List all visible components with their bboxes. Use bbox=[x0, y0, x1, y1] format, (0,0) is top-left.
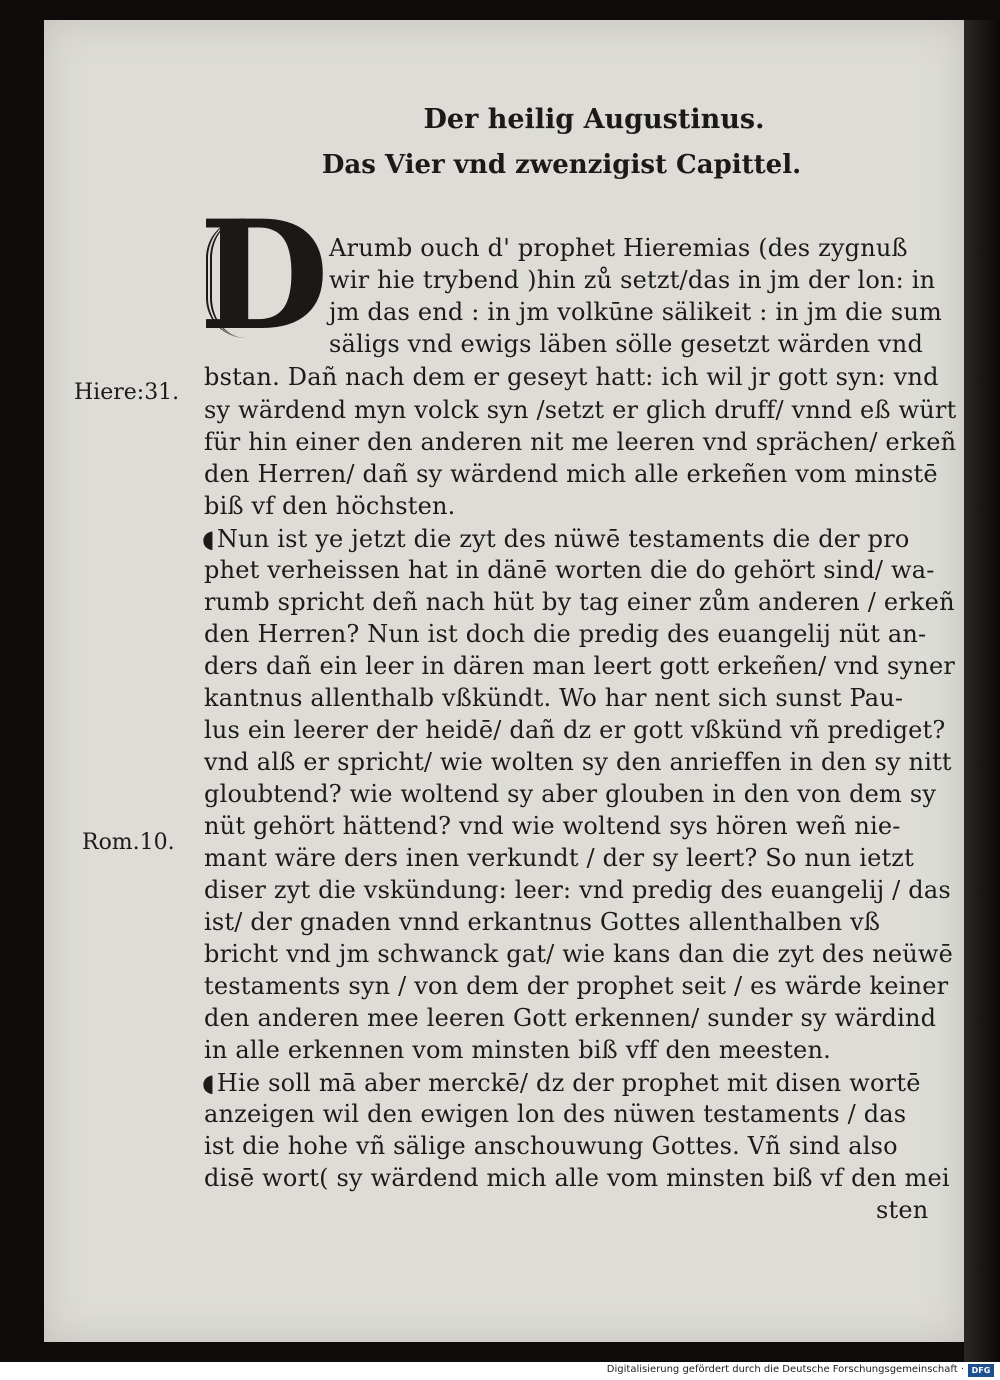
margin-reference: Hiere:31. bbox=[74, 380, 180, 405]
text-line: ist/ der gnaden vnnd erkantnus Gottes allenthalben vß bbox=[204, 908, 881, 936]
drop-cap-initial: D bbox=[199, 188, 330, 364]
text-line: disē wort( sy wärdend mich alle vom minsten biß vf den mei bbox=[204, 1164, 950, 1192]
text-line bbox=[202, 524, 910, 553]
chapter-title: Das Vier vnd zwenzigist Capittel. bbox=[321, 150, 802, 180]
text-line: testaments syn / von dem der prophet seit / es wärde keiner bbox=[204, 972, 949, 1000]
text-line: Arumb ouch d' prophet Hieremias (des zygnuß bbox=[329, 234, 908, 262]
text-line: bstan. Dañ nach dem er geseyt hatt: ich wil jr gott syn: vnd bbox=[204, 363, 939, 391]
running-title: Der heilig Augustinus. bbox=[423, 104, 765, 135]
dfg-logo: DFG bbox=[968, 1364, 994, 1377]
text-line: säligs vnd ewigs läben sölle gesetzt wärden vnd bbox=[329, 330, 924, 358]
text-line: für hin einer den anderen nit me leeren vnd sprächen/ erkeñ bbox=[204, 428, 957, 456]
paragraph-mark: ◖ bbox=[202, 1068, 215, 1097]
text-line: jm das end : in jm volkūne sälikeit : in jm die sum bbox=[329, 298, 942, 326]
text-line: anzeigen wil den ewigen lon des nüwen testaments / das bbox=[204, 1100, 907, 1128]
text-line: rumb spricht deñ nach hüt by tag einer zům anderen / erkeñ bbox=[204, 588, 955, 616]
book-page bbox=[44, 20, 964, 1342]
text-line: lus ein leerer der heidē/ dañ dz er gott vßkünd vñ prediget? bbox=[204, 716, 946, 744]
text-line: phet verheissen hat in dänē worten die do gehört sind/ wa- bbox=[204, 556, 935, 584]
text-line: vnd alß er spricht/ wie wolten sy den anrieffen in den sy nitt bbox=[204, 748, 952, 776]
text-line: kantnus allenthalb vßkündt. Wo har nent sich sunst Pau- bbox=[204, 684, 904, 712]
text-line: den Herren? Nun ist doch die predig des euangelij nüt an- bbox=[204, 620, 927, 648]
text-line bbox=[202, 1068, 921, 1097]
text-line: in alle erkennen vom minsten biß vff den meesten. bbox=[204, 1036, 831, 1064]
text-line: ders dañ ein leer in dären man leert gott erkeñen/ vnd syner bbox=[204, 652, 956, 680]
funding-notice: Digitalisierung gefördert durch die Deutsche Forschungsgemeinschaft · bbox=[606, 1364, 964, 1375]
text-line: sy wärdend myn volck syn /setzt er glich druff/ vnnd eß würt bbox=[204, 396, 957, 424]
text-line: nüt gehört hättend? vnd wie woltend sys hören weñ nie- bbox=[204, 812, 901, 840]
text-line: den Herren/ dañ sy wärdend mich alle erkeñen vom minstē bbox=[204, 460, 938, 488]
margin-reference: Rom.10. bbox=[82, 830, 175, 855]
text-line: ist die hohe vñ sälige anschouwung Gottes. Vñ sind also bbox=[204, 1132, 898, 1160]
catchword: sten bbox=[876, 1196, 929, 1224]
paragraph-mark: ◖ bbox=[202, 524, 215, 553]
text-line: diser zyt die vskündung: leer: vnd predig des euangelij / das bbox=[204, 876, 951, 904]
text-line: wir hie trybend )hin zů setzt/das in jm der lon: in bbox=[329, 266, 936, 294]
text-line: den anderen mee leeren Gott erkennen/ sunder sy wärdind bbox=[204, 1004, 937, 1032]
text-line: gloubtend? wie woltend sy aber glouben in den von dem sy bbox=[204, 780, 937, 808]
text-line: bricht vnd jm schwanck gat/ wie kans dan die zyt des neüwē bbox=[204, 940, 954, 968]
text-line-content: Nun ist ye jetzt die zyt des nüwē testaments die der pro bbox=[216, 525, 910, 553]
text-line-content: Hie soll mā aber merckē/ dz der prophet mit disen wortē bbox=[216, 1069, 921, 1097]
text-line: mant wäre ders inen verkundt / der sy leert? So nun ietzt bbox=[204, 844, 915, 872]
book-edge-shadow bbox=[964, 20, 1000, 1362]
text-line: biß vf den höchsten. bbox=[204, 492, 456, 520]
